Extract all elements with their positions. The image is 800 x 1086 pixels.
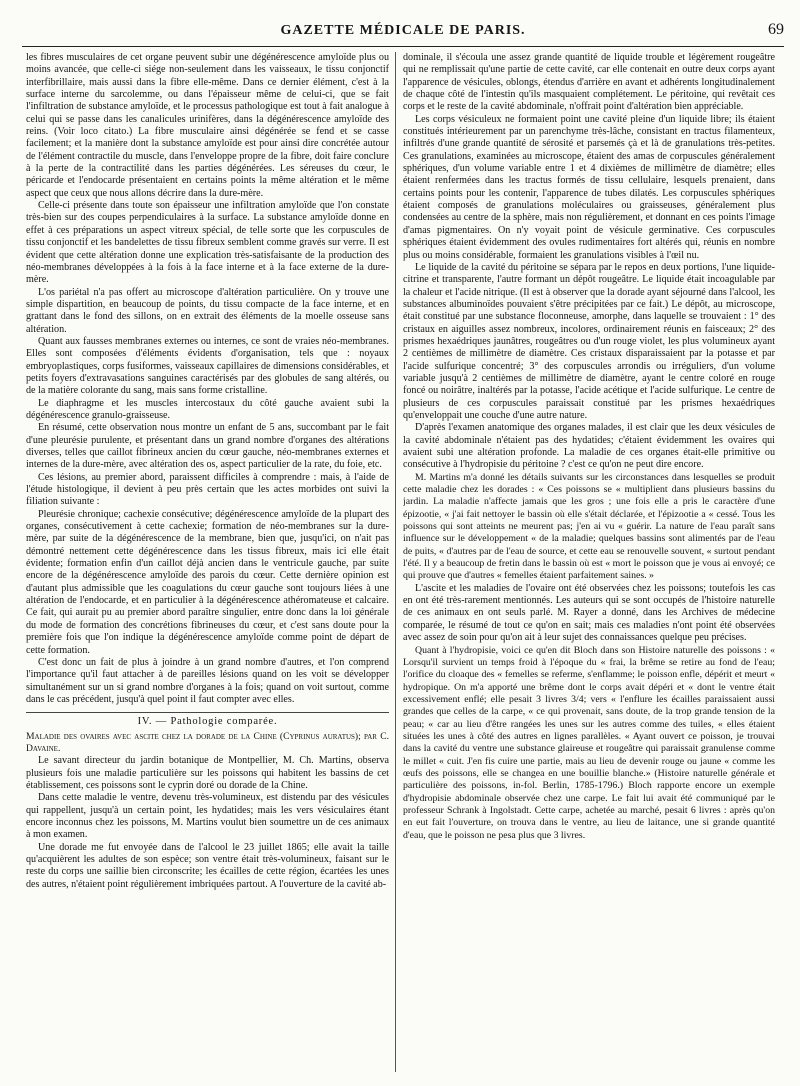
paragraph: Quant à l'hydropisie, voici ce qu'en dit Bloch dans son Histoire naturelle des poissons : « Lorsqu'il survient un temps froid à l'époque du « frai, la brême se retire au fond de l'eau; l'orifice du cloaque des « femelles se referme, s'enflamme; le poisson enfle, dépérit et meurt « hydropique. On m'a apporté une brême dont le corps avait dépéri et « dont le ventre était excessivement enflé; elle pesait 3 livres 3/4; vers « l'enflure les écailles paraissaient aussi grandes que celles de la carpe, « ce qui provenait, sans doute, de la trop grande tension de la peau; « car au lieu d'être rangées les unes sur les autres comme des tuiles, « elles étaient situées les unes à côté des autres en lignes parallèles. « Ayant ouvert ce poisson, je trouvai dans la cavité du ventre une substance glaireuse et rougeâtre qui paraissait granulense comme le millet « cuit. J'en fis cuire une partie, mais au lieu de devenir rouge ou jaune « comme les œufs des poissons, elle se changea en une bouillie blanche.» (Histoire naturelle générale et particulière des poissons, in-fol. Berlin, 1785-1796.) Bloch rapporte encore un exemple d'hydropisie abdominale observée chez une carpe. Le fait lui avait été communiqué par le professeur Schrank à Ingolstadt. Cette carpe, achetée au marché, pesait 6 livres : après qu'on en eut fait l'ouverture, on trouva dans le ventre, au lieu de laitance, une si grande quantité d'eau, que le poisson ne pesa plus que 3 livres. [403, 644, 775, 841]
journal-title: GAZETTE MÉDICALE DE PARIS. [280, 23, 526, 38]
page-number: 69 [768, 21, 784, 38]
paragraph: L'os pariétal n'a pas offert au microscope d'altération particulière. On y trouve une simple dispartition, en beaucoup de points, du tissu compacte de la face interne, et en grattant dans le fond des sillons, on en extrait des éléments de la moelle osseuse sans altération. [26, 286, 389, 335]
paragraph: Le diaphragme et les muscles intercostaux du côté gauche avaient subi la dégénérescence granulo-graisseuse. [26, 397, 389, 421]
paragraph: Le liquide de la cavité du péritoine se sépara par le repos en deux portions, l'une liquide-citrine et transparente, l'autre formant un dépôt rougeâtre. Le liquide était incoagulable par la chaleur et l'acide nitrique. (Il est à observer que la dorade ayant séjourné dans l'alcool, les substances albuminoïdes pouvaient s'être précipitées par ce fait.) Le dépôt, au microscope, était constitué par une substance floconneuse, amorphe, dans laquelle se trouvaient : 1° des cristaux en aiguilles assez nombreux, incolores, ordinairement réunis en faisceaux; 2° des prismes hexaédriques jaunâtres, rougeâtres ou d'un rouge violet, les plus volumineux ayant 2 centièmes de millimètre de diamètre. Ces cristaux disparaissaient par la potasse et par l'acide sulfurique concentré; 3° des corpuscules arrondis ou irréguliers, d'un volume variable jusqu'à 2 centièmes de millimètre de diamètre, ayant le centre coloré en rouge foncé ou noirâtre, inaltérés par la potasse, l'acide acétique et l'acide sulfurique. Le centre de plusieurs de ces corpuscules paraissait constitué par les prismes hexaédriques qu'enveloppait une couche d'une autre nature. [403, 261, 775, 421]
paragraph: C'est donc un fait de plus à joindre à un grand nombre d'autres, et l'on comprend l'importance qu'il faut attacher à de pareilles lésions quand on les voit se développer simultanément sur un si grand nombre d'organes à la fois; quand on voit surtout, comme dans le cas précédent, jusqu'à quel point il faut compter avec elles. [26, 656, 389, 705]
paragraph: Ces lésions, au premier abord, paraissent difficiles à comprendre : mais, à l'aide de l'étude histologique, il devient à peu près certain que les actes morbides ont suivi la filiation suivante : [26, 471, 389, 508]
paragraph: les fibres musculaires de cet organe peuvent subir une dégénérescence amyloïde plus ou moins avancée, que celle-ci siége non-seulement dans les vaisseaux, le tissu conjonctif interfibrillaire, mais aussi dans la fibre elle-même. Dans ce dernier élément, c'est à la surface interne du sarcolemme, ou dans l'épaisseur même de celui-ci, que se fait l'infiltration de substance amyloïde, et le processus pathologique est tout à fait analogue à celui qui se passe dans les canalicules urinifères, dans la dégénérescence amyloïde des reins. (Voir loco citato.) La fibre musculaire ainsi dégénérée se fend et se casse facilement; et la manière dont la substance amyloïde est pour ainsi dire concrétée autour de l'élément contractile du muscle, dans l'enveloppe propre de la fibre, doit faire conclure à la perte de la contractilité dans les parties dégénérées. Les séreuses du cœur, le péricarde et l'endocarde présentaient en certains points la même altération et le même aspect que ceux que nous allons décrire dans la dure-mère. [26, 52, 389, 199]
paragraph: Une dorade me fut envoyée dans de l'alcool le 23 juillet 1865; elle avait la taille qu'acquièrent les adultes de son espèce; son ventre était très-volumineux, faisant sur le reste du corps une saillie bien circonscrite; les écailles de cette région, écartées les unes des autres, n'étaient point régulièrement imbriquées partout. A l'ouverture de la cavité ab- [26, 841, 389, 890]
paragraph: dominale, il s'écoula une assez grande quantité de liquide trouble et légèrement rougeâtre qui ne remplissait qu'une partie de cette cavité, car elle contenait en outre deux corps ayant l'apparence de vésicules, oblongs, étendus d'arrière en avant et adhérents longitudinalement de chaque côté de l'intestin qu'ils masquaient complétement. Le péritoine, qui revêtait ces corps et le reste de la cavité abdominale, n'offrait point d'altération bien appréciable. [403, 52, 775, 113]
paragraph: M. Martins m'a donné les détails suivants sur les circonstances dans lesquelles se produit cette maladie chez les dorades : « Ces poissons se « multiplient dans plusieurs bassins du jardin. La maladie n'affecte jamais que les gros ; une fois elle a pris le caractère d'une épizootie, « j'ai fait nettoyer le bassin où elle s'était déclarée, et l'épizootie a « cessé. Tous les poissons qui sont atteints ne meurent pas; j'en ai vu « guérir. La nature de l'eau paraît sans influence sur le développement « de la maladie; quelques bassins sont alimentés par de l'eau de puits, « d'autres par de l'eau de source, et cette eau se renouvelle souvent, « surtout pendant l'été. Il y a beaucoup de fretin dans le bassin où est « mort le poisson que je vous ai envoyé; ce qui prouve que d'autres « femelles étaient parfaitement saines. » [403, 471, 775, 582]
column-divider [395, 52, 396, 1072]
section-heading: IV. — Pathologie comparée. [26, 712, 389, 728]
paragraph: Les corps vésiculeux ne formaient point une cavité pleine d'un liquide libre; ils étaient constitués intérieurement par un parenchyme très-lâche, consistant en tractus filamenteux, infiltrés d'une grande quantité de sérosité et parsemés çà et là de granulations très-petites. Ces granulations, examinées au microscope, étaient des amas de corpuscules généralement sphériques, d'un volume variable entre 1 et 4 dixièmes de millimètre de diamètre; elles étaient renfermées dans les tractus formés de tissu cellulaire, lesquels prenaient, dans certains points pour les contenir, l'apparence de tubes dilatés. Les corpuscules sphériques étaient composés de granulations moléculaires ou graisseuses, généralement plus condensées au centre de la sphère, mais non régulièrement, et donnant en ces points l'image d'amas pigmentaires. On n'y voyait point de vésicule germinative. Ces corpuscules sphériques étaient évidemment des ovules rudimentaires fort altérés qui, réunis en nombre plus ou moins considérable, formaient les granulations visibles à l'œil nu. [403, 113, 775, 261]
paragraph: Le savant directeur du jardin botanique de Montpellier, M. Ch. Martins, observa plusieurs fois une maladie particulière sur les poissons qui habitent les bassins de cet établissement, ces poissons sont le cyprin doré ou dorade de la Chine. [26, 755, 389, 791]
paragraph: En résumé, cette observation nous montre un enfant de 5 ans, succombant par le fait d'une pleurésie purulente, et présentant dans un grand nombre d'organes des altérations diverses, telles que caillot fibrineux ancien du cœur gauche, néo-membranes externes et internes de la dure-mère, avec altération des os, aspect particulier de la rate, du foie, etc. [26, 422, 389, 471]
page-header [22, 20, 784, 47]
paragraph: Dans cette maladie le ventre, devenu très-volumineux, est distendu par des vésicules qui rappellent, jusqu'à un certain point, les hydatides; mais les vers vésiculaires étant encore inconnus chez les poissons, M. Martins voulut bien soumettre un de ces animaux à mon examen. [26, 792, 389, 841]
paragraph: Quant aux fausses membranes externes ou internes, ce sont de vraies néo-membranes. Elles sont composées d'éléments évidents d'organisation, tels que : noyaux embryoplastiques, corps fusiformes, vaisseaux capillaires de dimensions considérables, et petits foyers d'extravasations sanguines caractérisés par des globules de sang altérés, ou de la matière colorante du sang, mais sans forme cristalline. [26, 335, 389, 397]
left-column [26, 52, 389, 1077]
paragraph: Celle-ci présente dans toute son épaisseur une infiltration amyloïde que l'on constate très-bien sur des coupes perpendiculaires à la surface. La substance amyloïde donne en effet à ces préparations un aspect vitreux spécial, de telle sorte que les corpuscules de tissu conjonctif et les bandelettes de tissu fibreux semblent comme gravés sur verre. Il est évident que cette altération donne une explication très-satisfaisante de la production des néo-membranes développées à la fois à la face interne et à la face externe de la dure-mère. [26, 200, 389, 286]
paragraph: Pleurésie chronique; cachexie consécutive; dégénérescence amyloïde de la plupart des organes, consécutivement à cette cachexie; formation de néo-membranes sur la dure-mère, par suite de la dégénérescence de la membrane, bien que, jusqu'ici, on n'ait pas démontré nettement cette dégénérescence dans les tissus fibreux, mais ici elle était évidente; formation enfin d'un caillot déjà ancien dans le ventricule gauche, par suite encore de la dégénérescence amyloïde des parois du cœur. Cette dernière opinion est d'autant plus admissible que les coagulations du cœur gauche sont toujours liées à une altération de l'endocarde, et en particulier à la dégénérescence athéromateuse et calcaire. Ce fait, qui aurait pu au premier abord paraître singulier, entre donc dans la loi générale du mode de formation des concrétions fibrineuses du cœur, et c'est sans doute pour la première fois que l'on indique la dégénérescence amyloïde comme point de départ de cette formation. [26, 508, 389, 656]
paragraph: L'ascite et les maladies de l'ovaire ont été observées chez les poissons; toutefois les cas en ont été très-rarement mentionnés. Les auteurs qui se sont occupés de l'histoire naturelle de ces animaux en ont seuls parlé. M. Rayer a donné, dans les Archives de médecine comparée, le résumé de tout ce qu'on en sait; mais ces maladies n'ont point été observées avec assez de soin pour qu'on ait à leur sujet des connaissances quelque peu précises. [403, 582, 775, 644]
article-title: Maladie des ovaires avec ascite chez la dorade de la Chine (Cyprinus auratus); par C. Davaine. [26, 730, 389, 754]
paragraph: D'après l'examen anatomique des organes malades, il est clair que les deux vésicules de la cavité abdominale n'étaient pas des hydatides; c'étaient évidemment les ovaires qui avaient subi une altération profonde. La maladie de ces organes était-elle primitive ou consécutive à l'hydropisie du péritoine ? c'est ce qu'on ne peut dire encore. [403, 422, 775, 471]
right-column [403, 52, 775, 1077]
